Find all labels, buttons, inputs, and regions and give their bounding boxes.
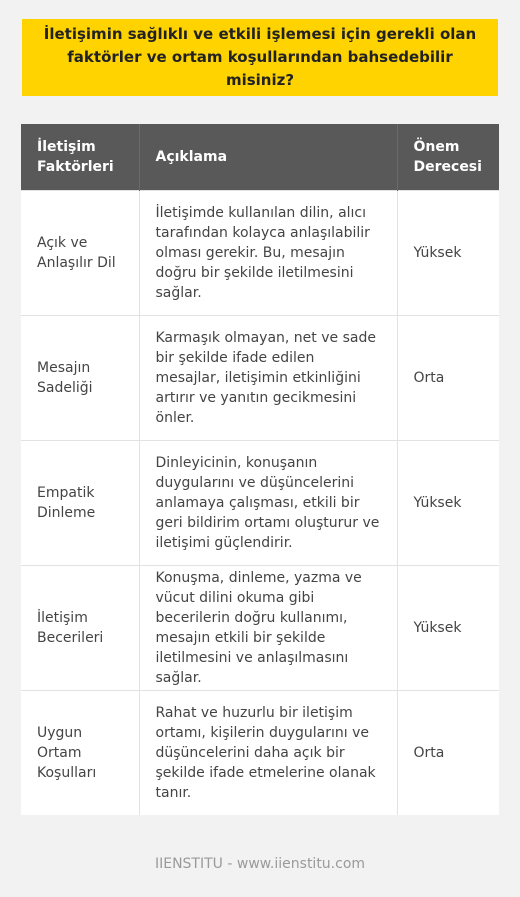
- page-title: İletişimin sağlıklı ve etkili işlemesi için gerekli olan faktörler ve ortam koşullarından bahsedebilir misiniz?: [43, 25, 477, 89]
- factors-table: [21, 124, 499, 815]
- description-cell: Konuşma, dinleme, yazma ve vücut dilini okuma gibi becerilerin doğru kullanımı, mesajın etkili bir şekilde iletilmesini ve anlaşılmasını sağlar.: [139, 565, 397, 690]
- importance-cell: Yüksek: [397, 440, 499, 565]
- description-cell: Dinleyicinin, konuşanın duygularını ve düşüncelerini anlamaya çalışması, etkili bir geri bildirim ortamı oluşturur ve iletişimi güçlendirir.: [139, 440, 397, 565]
- column-header-importance: Önem Derecesi: [397, 124, 499, 190]
- importance-cell: Yüksek: [397, 565, 499, 690]
- table-header-row: [21, 124, 499, 190]
- importance-cell: Orta: [397, 690, 499, 815]
- description-cell: Rahat ve huzurlu bir iletişim ortamı, kişilerin duygularını ve düşüncelerini daha açık bir şekilde ifade etmelerine olanak tanır.: [139, 690, 397, 815]
- table-row: [21, 565, 499, 690]
- column-header-description: Açıklama: [139, 124, 397, 190]
- description-cell: İletişimde kullanılan dilin, alıcı tarafından kolayca anlaşılabilir olması gerekir. Bu, mesajın doğru bir şekilde iletilmesini sağlar.: [139, 190, 397, 315]
- title-banner: [22, 19, 498, 96]
- factor-cell: Uygun Ortam Koşulları: [21, 690, 139, 815]
- factor-cell: Empatik Dinleme: [21, 440, 139, 565]
- table-row: [21, 440, 499, 565]
- footer-credit: IIENSTITU - www.iienstitu.com: [154, 856, 366, 872]
- column-header-factor: İletişim Faktörleri: [21, 124, 139, 190]
- table-row: [21, 690, 499, 815]
- table-row: [21, 190, 499, 315]
- description-cell: Karmaşık olmayan, net ve sade bir şekilde ifade edilen mesajlar, iletişimin etkinliğini artırır ve yanıtın gecikmesini önler.: [139, 315, 397, 440]
- importance-cell: Orta: [397, 315, 499, 440]
- factor-cell: Açık ve Anlaşılır Dil: [21, 190, 139, 315]
- factor-cell: Mesajın Sadeliği: [21, 315, 139, 440]
- importance-cell: Yüksek: [397, 190, 499, 315]
- table-row: [21, 315, 499, 440]
- factor-cell: İletişim Becerileri: [21, 565, 139, 690]
